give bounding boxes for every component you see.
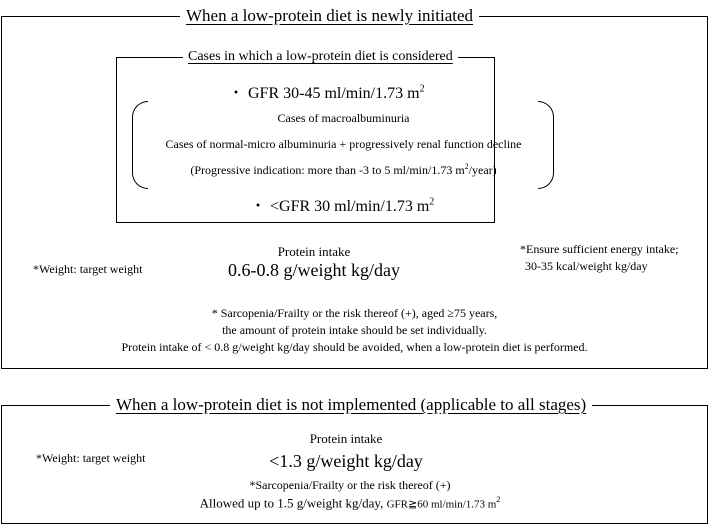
- energy-intake-note-line1: *Ensure sufficient energy intake;: [520, 242, 679, 256]
- gfr-30-45-sup: 2: [419, 83, 425, 95]
- gfr-under-30-item: [250, 193, 434, 216]
- sarcopenia-note-line3: Protein intake of < 0.8 g/weight kg/day should be avoided, when a low-protein diet is performed.: [121, 340, 588, 354]
- gfr-30-45-text: ・ GFR 30-45 ml/min/1.73 m: [228, 85, 420, 102]
- progressive-indication-text: (Progressive indication: more than -3 to 5 ml/min/1.73 $m^2/year$): [190, 162, 497, 177]
- weight-note-2: *Weight: target weight: [36, 451, 146, 465]
- gfr-under-30-text: ・ <GFR 30 ml/min/1.73 m: [250, 198, 430, 215]
- protein-intake-label: Protein intake: [277, 244, 351, 259]
- protein-intake-label-2: Protein intake: [309, 431, 383, 446]
- macroalbuminuria-text: Cases of macroalbuminuria: [277, 111, 410, 125]
- initiated-section-title: When a low-protein diet is newly initiated: [180, 6, 479, 26]
- gfr-under-30-sup: 2: [429, 196, 435, 208]
- sarcopenia-note-2: *Sarcopenia/Frailty or the risk thereof (+): [249, 478, 451, 492]
- normal-micro-albuminuria-text: Cases of normal-micro albuminuria + progressively renal function decline: [165, 137, 522, 151]
- allowed-intake-note: Allowed up to 1.5 g/weight kg/day, GFR≧60 ml/min/1.73 $m^2$: [199, 495, 501, 511]
- considered-cases-title: Cases in which a low-protein diet is considered: [183, 49, 458, 65]
- sarcopenia-note-line1: * Sarcopenia/Frailty or the risk thereof (+), aged ≥75 years,: [211, 306, 498, 320]
- weight-note: *Weight: target weight: [33, 262, 143, 276]
- sarcopenia-note-line2: the amount of protein intake should be set individually.: [222, 323, 487, 337]
- protein-intake-value: 0.6-0.8 g/weight kg/day: [228, 260, 400, 280]
- gfr-30-45-item: [228, 80, 425, 103]
- protein-intake-value-2: <1.3 g/weight kg/day: [269, 451, 423, 471]
- energy-intake-note-line2: 30-35 kcal/weight kg/day: [525, 259, 648, 273]
- not-implemented-section-title: When a low-protein diet is not implemented (applicable to all stages): [110, 395, 592, 415]
